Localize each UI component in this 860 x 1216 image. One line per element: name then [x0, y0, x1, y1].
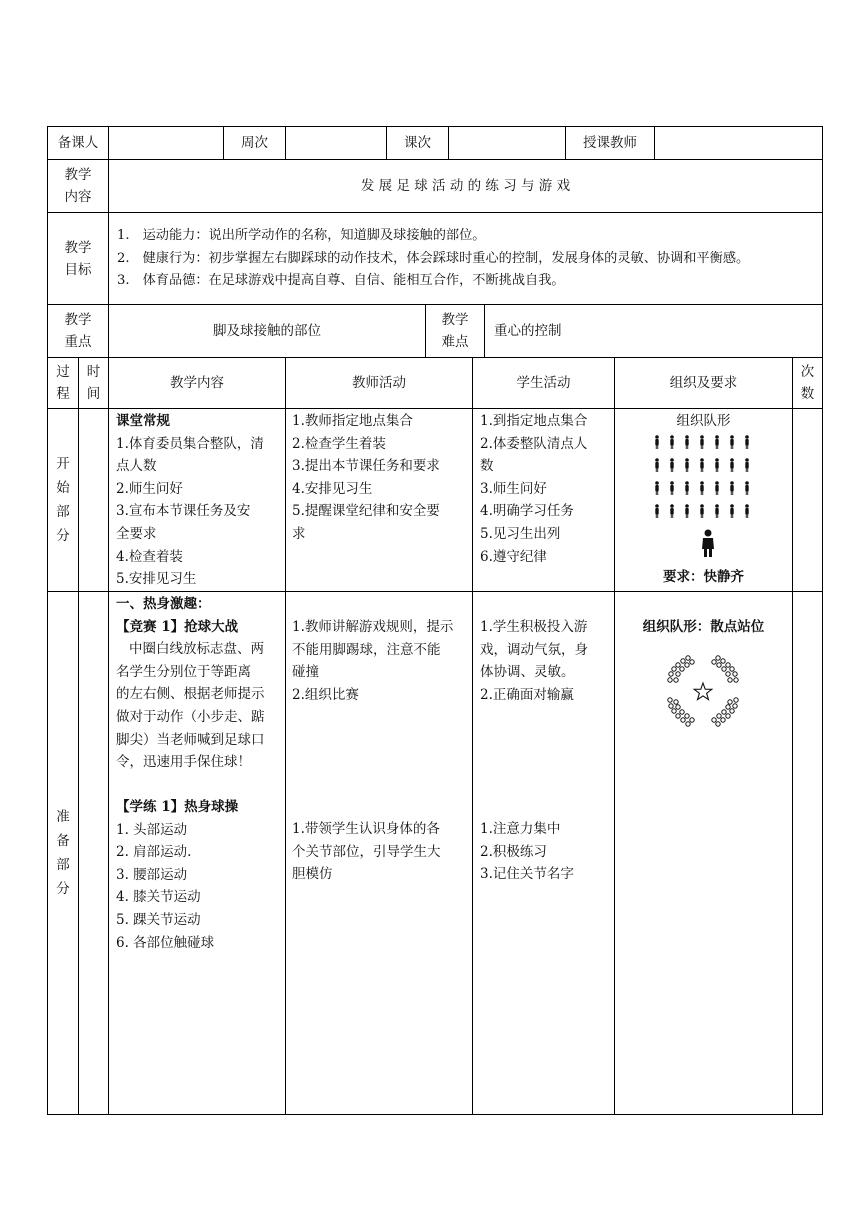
week-label: 周次	[241, 135, 268, 151]
key-points-label: 教学 重点	[64, 312, 92, 350]
objective-item: 1. 运动能力：说出所学动作的名称，知道脚及球接触的部位。	[117, 228, 486, 243]
week-value[interactable]	[286, 127, 386, 159]
organization-header: 组织及要求	[669, 375, 738, 391]
start-org-requirement: 要求：快静齐	[663, 569, 744, 585]
prep-content: 一、热身激趣： 【竞赛 1】抢球大战 中圈白线放标志盘、两 名学生分别位于等距离 的左右侧、根据老师提示 做对于动作（小步走、踮 脚尖）当老师喊到足球口 令，迅速用手保住球！	[116, 596, 265, 771]
prep-game-teacher-activity: 1.教师讲解游戏规则，提示 不能用脚踢球，注意不能 碰撞 2.组织比赛	[292, 619, 454, 703]
teacher-star-icon	[694, 683, 712, 700]
difficulties-label: 教学 难点	[441, 312, 469, 350]
objective-item: 2. 健康行为：初步掌握左右脚踩球的动作技术，体会踩球时重心的控制，发展身体的灵敏、协调和平衡感。	[117, 250, 750, 266]
start-org-title: 组织队形	[676, 413, 731, 429]
preparer-label: 备课人	[57, 135, 99, 151]
lesson-number-value[interactable]	[449, 127, 565, 159]
count-header: 次 数	[800, 364, 815, 402]
difficulties-value: 重心的控制	[494, 323, 562, 339]
start-student-activity: 1.到指定地点集合 2.体委整队清点人 数 3.师生问好 4.明确学习任务 5.见习生出列 6.遵守纪律	[480, 413, 588, 565]
prep-org-title: 组织队形：散点站位	[642, 619, 765, 635]
objectives-list	[117, 225, 822, 293]
content-header: 教学内容	[170, 375, 224, 391]
content-value: 发 展 足 球 活 动 的 练 习 与 游 戏	[360, 178, 571, 194]
prep-game-student-activity: 1.学生积极投入游 戏，调动气氛，身 体协调、灵敏。 2.正确面对输赢	[480, 619, 588, 703]
student-dots-icon	[668, 656, 738, 726]
scattered-formation-diagram	[664, 652, 742, 732]
student-figures-icon	[655, 435, 749, 518]
prep-drill-student-activity: 1.注意力集中 2.积极练习 3.记住关节名字	[480, 821, 574, 883]
prep-section-label: 准 备 部 分	[56, 809, 70, 897]
prep-drill-content: 【学练 1】热身球操 1. 头部运动 2. 肩部运动. 3. 腰部运动 4. 膝关节运动 5. 踝关节运动 6. 各部位触碰球	[116, 799, 239, 951]
objectives-label: 教学 目标	[64, 239, 92, 278]
process-header: 过 程	[56, 364, 70, 402]
teacher-activity-header: 教师活动	[352, 375, 406, 391]
prep-drill-teacher-activity: 1.带领学生认识身体的各 个关节部位，引导学生大 胆模仿	[292, 821, 441, 883]
teacher-value[interactable]	[655, 127, 822, 159]
start-content: 课堂常规 1.体育委员集合整队，清 点人数 2.师生问好 3.宣布本节课任务及安 全要求 4.检查着装 5.安排见习生	[116, 413, 264, 588]
student-activity-header: 学生活动	[516, 375, 571, 391]
formation-diagram	[650, 432, 756, 522]
preparer-value[interactable]	[109, 127, 223, 159]
time-header: 时 间	[86, 364, 101, 402]
content-label: 教学 内容	[64, 167, 92, 205]
start-section-label: 开 始 部 分	[56, 456, 70, 544]
objective-item: 3. 体育品德：在足球游戏中提高自尊、自信、能相互合作，不断挑战自我。	[117, 273, 565, 289]
lesson-number-label: 课次	[404, 135, 431, 151]
start-teacher-activity: 1.教师指定地点集合 2.检查学生着装 3.提出本节课任务和要求 4.安排见习生 5.提醒课堂纪律和安全要 求	[292, 413, 440, 542]
teacher-figure-icon	[697, 528, 719, 558]
key-points-value: 脚及球接触的部位	[213, 323, 321, 339]
teacher-label: 授课教师	[583, 135, 637, 151]
